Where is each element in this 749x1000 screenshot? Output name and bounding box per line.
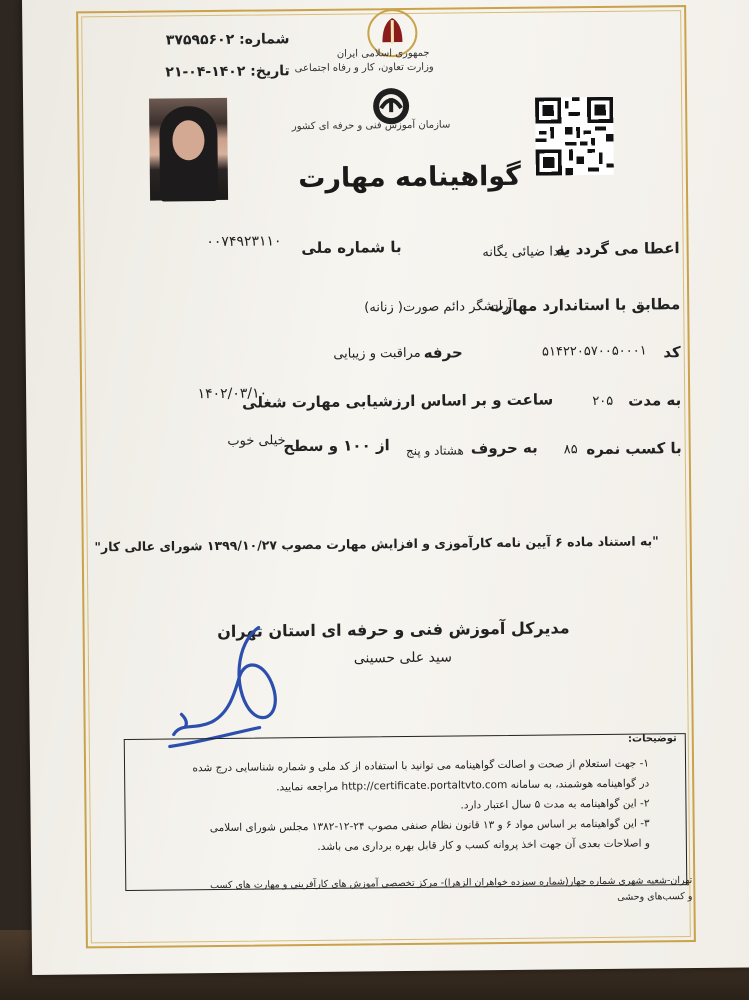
certificate-title: گواهینامه مهارت (298, 160, 522, 195)
signatory-name: سید علی حسینی (353, 649, 452, 667)
signatory-title: مدیرکل آموزش فنی و حرفه ای استان تهران (217, 618, 570, 641)
score-value: ۸۵ (563, 442, 578, 458)
notes-line-3: ۲- این گواهینامه به مدت ۵ سال اعتبار دارد. (460, 797, 650, 812)
awarded-value: یلدا ضیائی یگانه (482, 244, 568, 261)
level-value: خیلی خوب (227, 433, 286, 449)
score-label: با کسب نمره (586, 439, 682, 459)
notes-heading: توضیحات: (627, 733, 677, 745)
awarded-label: اعطا می گردد به (555, 239, 680, 259)
serial-label: شماره: (239, 31, 290, 48)
date-label: تاریخ: (250, 63, 290, 80)
date-value: ۱۴۰۲-۰۴-۲۱ (165, 63, 246, 81)
code-label: کد (663, 343, 681, 362)
hours-text: ساعت و بر اساس ارزشیابی مهارت شغلی (241, 390, 554, 412)
duration-label: به مدت (628, 391, 682, 410)
notes-line-4: ۳- این گواهینامه بر اساس مواد ۶ و ۱۳ قانون نظام صنفی مصوب ۲۴-۱۲-۱۳۸۲ مجلس شورای اسلامی (209, 817, 650, 835)
national-id-label: با شماره ملی (301, 238, 402, 258)
holder-photo (149, 98, 228, 201)
evaluation-date: ۱۴۰۲/۰۳/۱۰ (197, 385, 268, 403)
footer-line-1: تهران-شعبه شهری شماره چهار(شماره سیزده خواهران الزهرا)- مرکز تخصصی آموزش های کارآفرینی و مهارت های کسب (210, 875, 693, 892)
serial-number (166, 31, 290, 48)
in-letters-value: هشتاد و پنج (405, 443, 464, 459)
in-letters-label: به حروف (470, 438, 538, 458)
notes-box (124, 733, 688, 891)
qr-code-icon (535, 97, 614, 176)
profession-value: مراقبت و زیبایی (333, 345, 421, 362)
issue-date (165, 63, 290, 80)
ministry-name: وزارت تعاون، کار و رفاه اجتماعی (294, 61, 434, 75)
out-of-text: از ۱۰۰ و سطح (283, 436, 390, 456)
regulation-note: "به استناد ماده ۶ آیین نامه کارآموزی و افزایش مهارت مصوب ۱۳۹۹/۱۰/۲۷ شورای عالی کار" (94, 533, 659, 555)
photo-face (172, 120, 204, 160)
standard-label: مطابق با استاندارد مهارت (488, 295, 681, 316)
serial-value: ۳۷۵۹۵۶۰۲ (165, 31, 235, 49)
certificate-paper (22, 0, 749, 975)
duration-value: ۲۰۵ (592, 393, 614, 410)
standard-value: آرایشگر دائم صورت( زنانه) (364, 298, 513, 316)
notes-line-2: در گواهینامه هوشمند، به سامانه http://certificate.portaltvto.com مراجعه نمایید. (276, 777, 650, 794)
footer-line-2: و کسب‌های وحشی (617, 891, 693, 903)
code-value: ۵۱۴۲۲۰۵۷۰۰۵۰۰۰۱ (541, 343, 647, 360)
organization-name: سازمان آموزش فنی و حرفه ای کشور (291, 119, 451, 133)
profession-label: حرفه (423, 343, 463, 362)
notes-line-1: ۱- جهت استعلام از صحت و اصالت گواهینامه می توانید با استفاده از کد ملی و شماره شناسایی درج شده (192, 757, 650, 775)
national-id-value: ۰۰۷۴۹۲۳۱۱۰ (206, 233, 282, 251)
notes-line-5: و اصلاحات بعدی آن جهت اخذ پروانه کسب و کار قابل بهره برداری می باشد. (317, 837, 650, 853)
republic-name: جمهوری اسلامی ایران (336, 47, 430, 60)
